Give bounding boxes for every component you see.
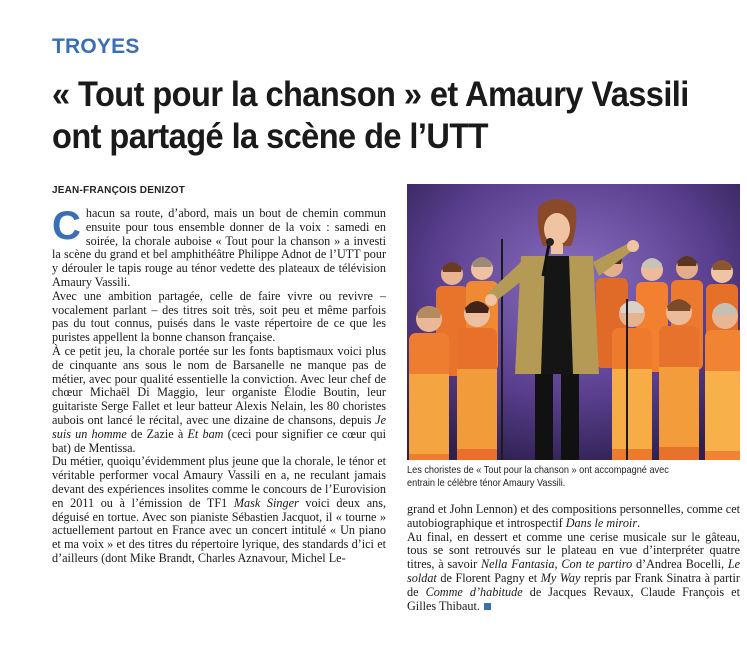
paragraph-3-text: (ceci pour signifier ce cœur qui bat) de Mentissa.	[52, 426, 386, 455]
paragraph-4-text: Du métier, quoiqu’évidemment plus jeune que la chorale, le ténor et véritable performer vocal Amaury Vassili en a, ne reculant jamais devant des expériences insolites comme le concours de l’Eurovision en 2011 ou à l’émission de TF1	[52, 454, 386, 510]
paragraph-1-text: hacun sa route, d’abord, mais un bout de chemin commun ensuite pour tous ensemble donner de la voix : samedi en soirée, la chorale auboise « Tout pour la chanson » a investi la scène du grand et bel amphithéâtre Philippe Adnot de l’UTT pour y dérouler le tapis rouge au ténor vedette des plateaux de télévision Amaury Vassili.	[52, 206, 386, 289]
article-body-column-1	[52, 204, 387, 566]
author-byline: JEAN-FRANÇOIS DENIZOT	[52, 185, 186, 196]
article-headline: « Tout pour la chanson » et Amaury Vassili ont partagé la scène de l’UTT	[52, 75, 689, 156]
concert-photo	[407, 184, 740, 460]
photo-caption: Les choristes de « Tout pour la chanson » ont accompagné avec entrain le célèbre ténor Amaury Vassili.	[407, 465, 669, 489]
paragraph-5	[407, 531, 740, 614]
paragraph-4	[52, 455, 386, 565]
paragraph-4-text: voici deux ans, déguisé en tortue. Avec son pianiste Sébastien Jacquot, il « tourne » actuellement partout en France avec un concert intitulé « Un piano et ma voix » et des titres du répertoire lyrique, des standards d’ici et d’ailleurs (dont Mike Brandt, Charles Aznavour, Michel Le-	[52, 495, 387, 565]
concert-photo-illustration	[407, 184, 740, 460]
article-body-column-2	[407, 503, 740, 613]
drop-cap: C	[52, 204, 81, 248]
song-title: Dans le miroir	[565, 515, 638, 530]
paragraph-text: de Florent Pagny et	[436, 570, 541, 585]
song-title: Et bam	[187, 426, 224, 441]
paragraph-text: repris par Frank Sinatra à partir de	[407, 570, 740, 599]
song-title: Nella Fantasia	[481, 557, 555, 572]
paragraph-text: grand et John Lennon) et des compositions personnelles, comme cet autobiographique et introspectif	[407, 502, 740, 530]
section-kicker: TROYES	[52, 35, 140, 58]
song-title: My Way	[540, 570, 581, 585]
song-title: Comme d’habitude	[425, 584, 523, 599]
paragraph-text: Au final, en dessert et comme une cerise musicale sur le gâteau, tous se sont retrouvés sur le plateau en vue d’interpréter quatre titres, à savoir	[407, 529, 740, 572]
paragraph-3-text: de Zazie à	[126, 426, 188, 441]
paragraph-4-continued	[407, 503, 740, 531]
paragraph-text: .	[637, 515, 641, 530]
song-title: Le soldat	[407, 557, 741, 585]
song-title: Je suis un homme	[52, 412, 386, 441]
paragraph-3	[52, 345, 386, 455]
paragraph-text: d’Andrea Bocelli,	[632, 557, 728, 572]
paragraph-text: de Jacques Revaux, Claude François et Gilles Thibaut.	[407, 584, 740, 613]
show-title: Mask Singer	[233, 495, 299, 510]
paragraph-1	[52, 204, 386, 290]
paragraph-text: ,	[554, 557, 562, 572]
song-title: Con te partiro	[561, 557, 633, 572]
end-of-article-square-icon	[484, 603, 491, 610]
paragraph-2: Avec une ambition partagée, celle de faire vivre ou revivre – vocalement parlant – des titres soit très, soit peu et même parfois pas du tout connus, puisés dans le vaste répertoire de ce que les puristes appellent la bonne chanson française.	[52, 288, 386, 345]
paragraph-3-text: À ce petit jeu, la chorale portée sur les fonts baptismaux voici plus de cinquante ans sous le nom de Barsanelle ne manque pas de métier, avec pour qualité essentielle la conviction. Avec leur chef de chœur Michaël Di Maggio, leur organiste Élodie Boutin, leur guitariste Serge Fallet et leur batteur Alexis Nelain, les 80 choristes aubois ont lancé le récital, avec une dizaine de chansons, depuis	[52, 343, 386, 427]
